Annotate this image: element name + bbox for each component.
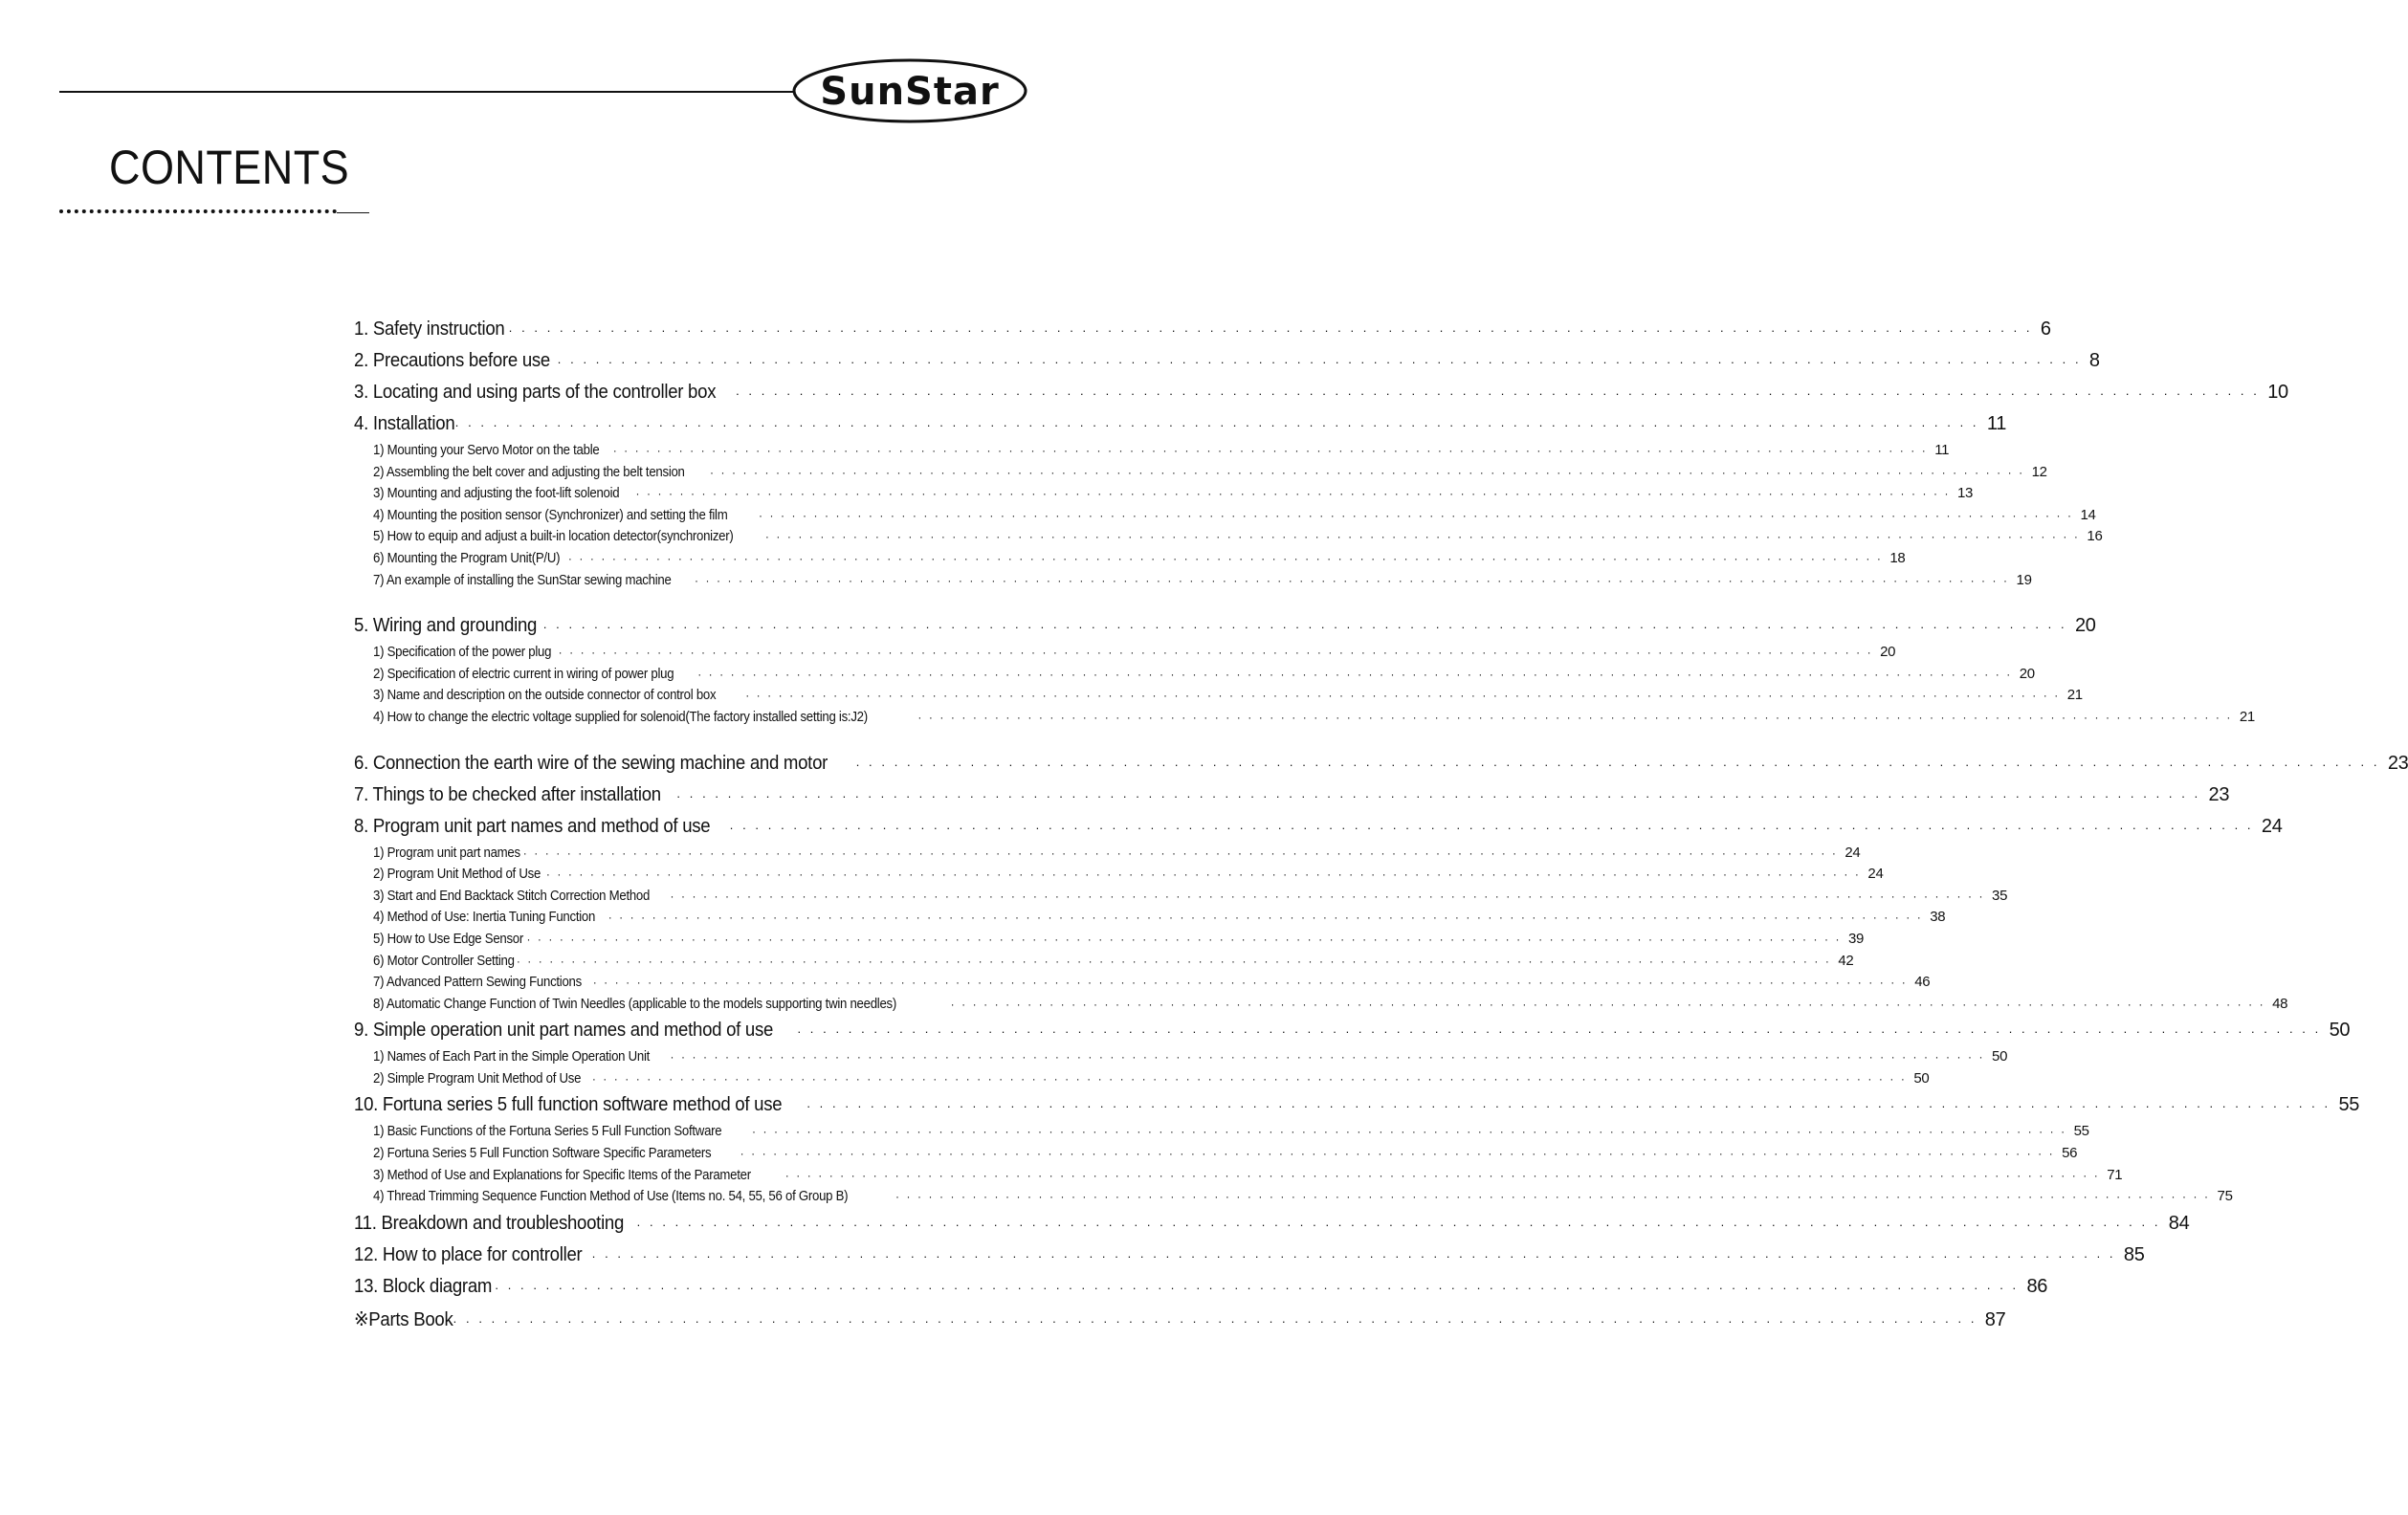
toc-entry-label: 2) Specification of electric current in wiring of power plug [373,665,674,682]
toc-entry-label: 12. How to place for controller [354,1243,583,1265]
toc-leader-dots: ························································································································ [454,418,1985,432]
toc-page-number: 24 [1845,844,1861,861]
toc-entry-label: 6. Connection the earth wire of the sewing machine and motor [354,752,828,774]
toc-page-number: 20 [2074,615,2096,637]
toc-entry-label: 1) Mounting your Servo Motor on the table [373,442,600,458]
toc-page-number: 14 [2080,506,2096,523]
toc-page-number: 35 [1992,887,2008,904]
toc-leader-dots: ························································································································ [670,1050,1991,1065]
toc-leader-dots: ························································································································ [917,710,2238,724]
toc-subentry[interactable] [354,528,2103,550]
toc-page-number: 75 [2217,1188,2233,1205]
toc-leader-dots: ························································································································ [735,386,2266,401]
toc-entry-label: 4) Thread Trimming Sequence Function Method of Use (Items no. 54, 55, 56 of Group B) [373,1188,849,1205]
toc-leader-dots: ························································································································ [745,689,2066,703]
toc-entry-label: 2. Precautions before use [354,350,550,371]
toc-entry-label: 6) Mounting the Program Unit(P/U) [373,549,561,566]
header-rule [59,91,796,93]
toc-entry[interactable] [354,318,2051,347]
toc-page-number: 48 [2272,995,2288,1012]
toc-subentry[interactable] [354,887,2008,910]
toc-subentry[interactable] [354,974,1931,996]
toc-page-number: 13 [1957,485,1974,502]
toc-entry-label: 9. Simple operation unit part names and method of use [354,1020,774,1042]
toc-entry-label: 3) Mounting and adjusting the foot-lift solenoid [373,485,620,502]
toc-page-number: 18 [1889,549,1906,566]
toc-subentry[interactable] [354,1048,2008,1070]
toc-entry-label: 5) How to equip and adjust a built-in location detector(synchronizer) [373,528,734,545]
toc-page-number: 19 [2016,571,2032,588]
toc-entry-label: 7. Things to be checked after installation [354,783,661,805]
toc-entry-label: 4) Method of Use: Inertia Tuning Function [373,909,596,926]
toc-entry[interactable] [354,615,2096,644]
toc-subentry[interactable] [354,844,1861,867]
toc-entry-label: 3. Locating and using parts of the controller box [354,382,717,403]
toc-entry-label: 8. Program unit part names and method of use [354,815,711,837]
toc-page-number: 87 [1984,1308,2006,1330]
toc-leader-dots: ························································································································ [516,954,1837,968]
toc-leader-dots: ························································································································ [797,1024,2328,1040]
toc-subentry[interactable] [354,1069,1930,1092]
toc-leader-dots: ························································································································ [764,530,2086,544]
toc-leader-dots: ························································································································ [508,323,2039,338]
toc-leader-dots: ························································································································ [695,573,2015,587]
toc-subentry[interactable] [354,549,1906,572]
toc-entry-label: 1. Safety instruction [354,318,505,340]
toc-subentry[interactable] [354,571,2032,594]
toc-entry-label: 2) Fortuna Series 5 Full Function Software Specific Parameters [373,1145,712,1162]
toc-page-number: 20 [1880,644,1896,661]
toc-page-number: 50 [1913,1069,1930,1087]
toc-entry[interactable] [354,382,2288,410]
toc-subentry[interactable] [354,644,1896,666]
toc-entry-label: 8) Automatic Change Function of Twin Needles (applicable to the models supporting twin needles) [373,995,897,1012]
toc-leader-dots: ························································································································ [752,1125,2072,1139]
toc-page-number: 38 [1930,909,1946,926]
toc-entry-label: 7) An example of installing the SunStar sewing machine [373,571,672,588]
toc-entry[interactable] [354,1020,2351,1048]
toc-spacer [354,731,1001,750]
toc-page-number: 55 [2338,1094,2360,1116]
toc-subentry[interactable] [354,909,1946,931]
toc-entry[interactable] [354,1307,2006,1336]
toc-entry-label: 2) Simple Program Unit Method of Use [373,1069,582,1087]
toc-entry[interactable] [354,752,2408,781]
toc-page-number: 56 [2062,1145,2078,1162]
toc-entry[interactable] [354,1094,2360,1123]
toc-entry-label: 2) Program Unit Method of Use [373,866,541,883]
toc-spacer [354,593,1001,612]
toc-entry-label: ※Parts Book [354,1308,453,1330]
toc-leader-dots: ························································································································ [636,1217,2167,1232]
toc-leader-dots: ························································································································ [758,508,2079,522]
toc-entry-label: 5) How to Use Edge Sensor [373,930,524,947]
toc-page-number: 11 [1986,413,2007,434]
table-of-contents [354,316,2408,1336]
toc-leader-dots: ························································································································ [729,820,2260,835]
toc-page-number: 23 [2208,783,2230,805]
toc-subentry[interactable] [354,952,1854,975]
toc-subentry[interactable] [354,708,2255,731]
toc-entry-label: 1) Specification of the power plug [373,644,552,661]
toc-entry-label: 1) Basic Functions of the Fortuna Series 5 Full Function Software [373,1123,722,1140]
toc-subentry[interactable] [354,866,1884,888]
toc-page-number: 55 [2073,1123,2089,1140]
toc-leader-dots: ························································································································ [676,788,2207,803]
toc-page-number: 46 [1914,974,1931,991]
toc-leader-dots: ························································································································ [635,487,1955,501]
toc-entry-label: 4. Installation [354,413,455,434]
toc-leader-dots: ························································································································ [542,620,2073,635]
toc-leader-dots: ························································································································ [855,757,2386,772]
toc-page-number: 86 [2026,1275,2048,1297]
toc-page-number: 8 [2088,350,2100,371]
title-underline [337,212,369,213]
toc-entry-label: 7) Advanced Pattern Sewing Functions [373,974,582,991]
toc-entry[interactable] [354,815,2283,845]
toc-page-number: 24 [1867,866,1884,883]
toc-entry-label: 6) Motor Controller Setting [373,952,515,969]
toc-page-number: 21 [2066,687,2083,704]
toc-leader-dots: ························································································································ [592,976,1913,990]
toc-leader-dots: ························································································································ [591,1248,2122,1263]
toc-entry-label: 1) Names of Each Part in the Simple Operation Unit [373,1048,651,1065]
toc-page-number: 39 [1847,930,1865,947]
toc-page-number: 10 [2267,382,2288,403]
toc-subentry[interactable] [354,687,2083,709]
toc-entry-label: 4) Mounting the position sensor (Synchronizer) and setting the film [373,506,728,523]
title-dotted-underline [59,209,337,213]
toc-subentry[interactable] [354,463,2047,486]
toc-page-number: 20 [2019,665,2035,682]
toc-leader-dots: ························································································································ [895,1190,2216,1204]
toc-subentry[interactable] [354,1188,2233,1210]
toc-entry[interactable] [354,413,2007,442]
toc-entry-label: 3) Name and description on the outside connector of control box [373,687,717,704]
toc-page-number: 24 [2261,815,2283,837]
toc-page-number: 50 [2329,1020,2351,1042]
toc-entry[interactable] [354,350,2100,379]
toc-entry-label: 3) Start and End Backtack Stitch Correction Method [373,887,651,904]
toc-page-number: 71 [2107,1166,2123,1183]
toc-entry-label: 1) Program unit part names [373,844,520,861]
toc-leader-dots: ························································································································ [453,1313,1983,1328]
toc-leader-dots: ························································································································ [591,1071,1912,1086]
toc-subentry[interactable] [354,442,1950,464]
toc-entry-label: 2) Assembling the belt cover and adjusting the belt tension [373,463,685,480]
toc-leader-dots: ························································································································ [670,889,1991,903]
toc-leader-dots: ························································································································ [567,551,1889,565]
toc-leader-dots: ························································································································ [710,465,2030,479]
sunstar-logo [790,55,1029,126]
toc-entry-label: 11. Breakdown and troubleshooting [354,1212,625,1234]
toc-leader-dots: ························································································································ [526,932,1846,946]
toc-leader-dots: ························································································································ [740,1147,2061,1161]
toc-page-number: 42 [1838,952,1854,969]
toc-leader-dots: ························································································································ [558,646,1879,660]
toc-leader-dots: ························································································································ [612,444,1933,457]
toc-leader-dots: ························································································································ [950,997,2271,1011]
toc-leader-dots: ························································································································ [522,845,1844,860]
toc-subentry[interactable] [354,1145,2078,1167]
toc-entry[interactable] [354,783,2230,813]
toc-page-number: 23 [2387,752,2408,774]
toc-entry[interactable] [354,1243,2145,1273]
toc-subentry[interactable] [354,1166,2123,1189]
toc-leader-dots: ························································································································ [494,1280,2025,1295]
toc-page-number: 84 [2168,1212,2190,1234]
toc-page-number: 85 [2123,1243,2145,1265]
toc-leader-dots: ························································································································ [697,667,2018,681]
toc-entry-label: 3) Method of Use and Explanations for Specific Items of the Parameter [373,1166,751,1183]
toc-subentry[interactable] [354,1123,2089,1145]
toc-entry-label: 5. Wiring and grounding [354,615,538,637]
toc-page-number: 16 [2087,528,2103,545]
toc-leader-dots: ························································································································ [784,1168,2106,1182]
toc-page-number: 21 [2239,708,2255,725]
toc-leader-dots: ························································································································ [545,867,1867,882]
toc-entry-label: 10. Fortuna series 5 full function software method of use [354,1094,783,1116]
toc-page-number: 11 [1934,442,1950,458]
toc-subentry[interactable] [354,995,2288,1018]
toc-subentry[interactable] [354,665,2035,688]
toc-page-number: 6 [2040,318,2051,340]
toc-subentry[interactable] [354,930,1865,953]
toc-entry[interactable] [354,1212,2190,1241]
toc-subentry[interactable] [354,506,2096,529]
toc-entry[interactable] [354,1275,2048,1305]
toc-page-number: 50 [1992,1048,2008,1065]
toc-entry-label: 4) How to change the electric voltage supplied for solenoid(The factory installed setting is:J2) [373,708,868,725]
toc-leader-dots: ························································································································ [557,355,2088,369]
toc-leader-dots: ························································································································ [806,1099,2337,1114]
toc-page-number: 12 [2031,463,2047,480]
toc-subentry[interactable] [354,485,1974,507]
page-title: CONTENTS [109,141,350,194]
toc-entry-label: 13. Block diagram [354,1275,493,1297]
toc-leader-dots: ························································································································ [608,911,1929,925]
logo-text: SunStar [820,70,1000,114]
